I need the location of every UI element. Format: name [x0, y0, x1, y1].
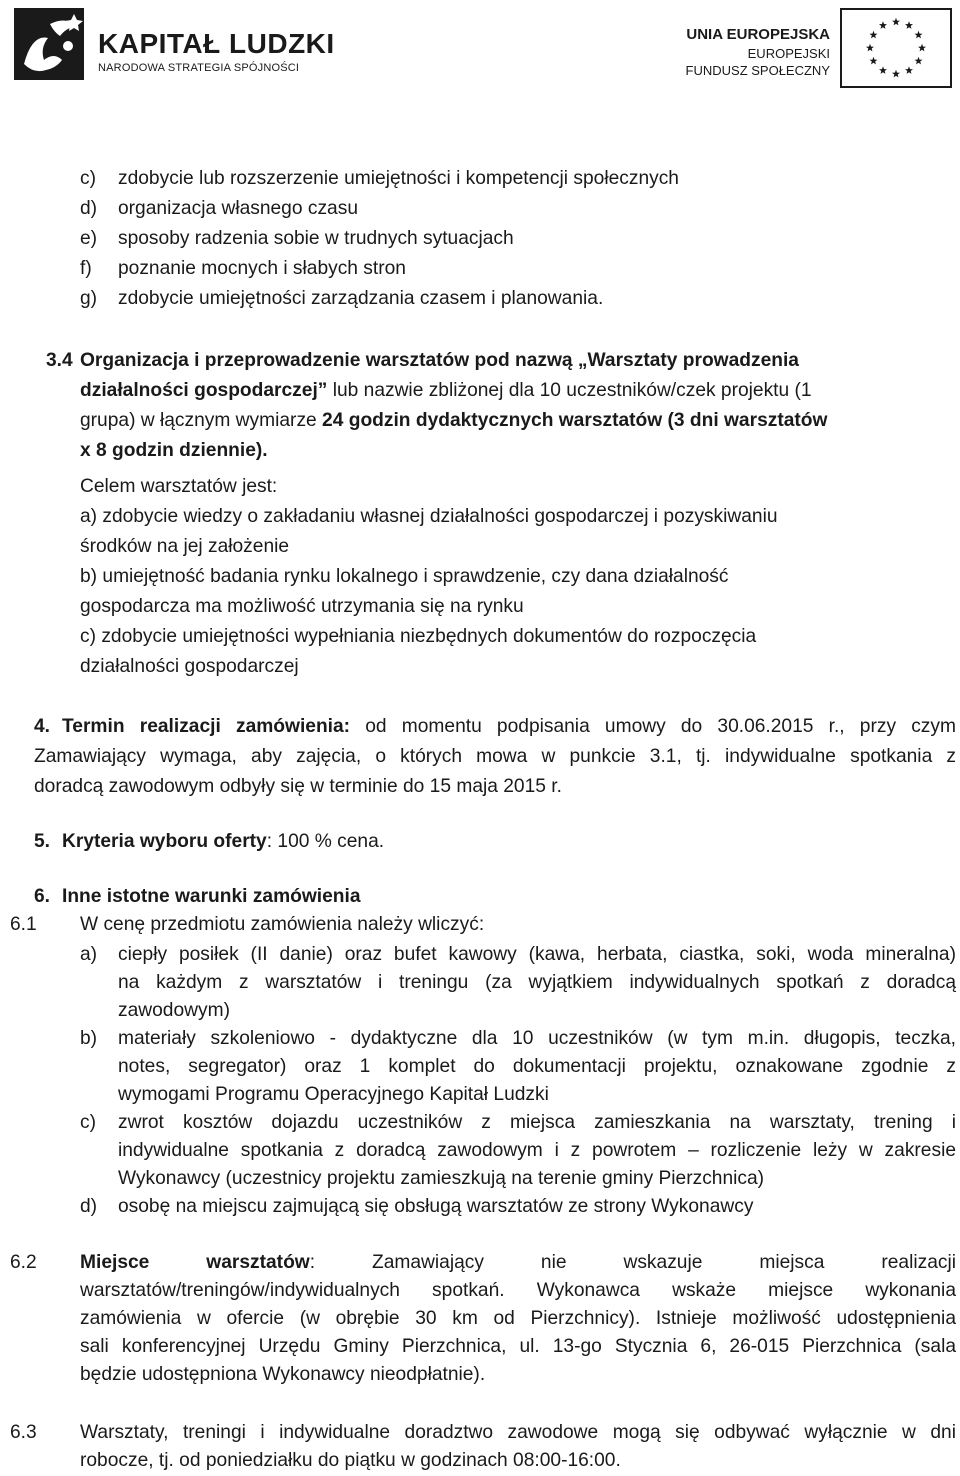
list-item-line: osobę na miejscu zajmującą się obsługą warsztatów ze strony Wykonawcy [118, 1196, 754, 1217]
kapital-ludzki-subtitle: NARODOWA STRATEGIA SPÓJNOŚCI [98, 62, 300, 74]
list-item-text: poznanie mocnych i słabych stron [118, 258, 406, 279]
list-item-line: zwrot kosztów dojazdu uczestników z miejsca zamieszkania na warsztaty, trening i [118, 1112, 956, 1133]
list-item-text: zdobycie lub rozszerzenie umiejętności i kompetencji społecznych [118, 168, 679, 189]
bold-text: Miejsce warsztatów [80, 1252, 310, 1273]
kapital-ludzki-title: KAPITAŁ LUDZKI [98, 28, 335, 59]
section-6-title: Inne istotne warunki zamówienia [62, 886, 361, 907]
eu-flag [840, 8, 952, 88]
section-6-1-intro: W cenę przedmiotu zamówienia należy wliczyć: [80, 914, 485, 935]
section-4-line-3: doradcą zawodowym odbyły się w terminie do 15 maja 2015 r. [34, 776, 562, 797]
section-6-2-line-1 [80, 1248, 956, 1277]
list-item-text: zdobycie umiejętności zarządzania czasem i planowania. [118, 288, 604, 309]
section-number: 6.3 [10, 1422, 37, 1443]
list-item-line: notes, segregator) oraz 1 komplet do dokumentacji projektu, oznakowane zgodnie z [118, 1056, 956, 1077]
regular-text: : 100 % cena. [266, 831, 385, 852]
section-3-4-line-2 [80, 376, 812, 405]
regular-text: lub nazwie zbliżonej dla 10 uczestników/czek projektu (1 [327, 380, 812, 401]
list-item-letter: a) [80, 944, 98, 965]
section-4-line-1 [62, 712, 956, 741]
ue-line-1: UNIA EUROPEJSKA [686, 26, 830, 43]
ue-text-block [680, 24, 830, 84]
list-item-text: organizacja własnego czasu [118, 198, 358, 219]
section-6-2-line-4: sali konferencyjnej Urzędu Gminy Pierzchnica, ul. 13-go Stycznia 6, 26-015 Pierzchnica (sala [80, 1336, 956, 1357]
goal-line: a) zdobycie wiedzy o zakładaniu własnej działalności gospodarczej i pozyskiwaniu [80, 506, 778, 527]
list-item-line: ciepły posiłek (II danie) oraz bufet kawowy (kawa, herbata, ciastka, soki, woda mineralna) [118, 944, 956, 965]
goal-heading: Celem warsztatów jest: [80, 476, 278, 497]
section-number: 6.2 [10, 1252, 37, 1273]
list-item-line: zawodowym) [118, 1000, 230, 1021]
section-number: 6. [34, 886, 51, 907]
list-item-line: Wykonawcy (uczestnicy projektu zamieszkują na terenie gminy Pierzchnica) [118, 1168, 765, 1189]
list-item-line: na każdym z warsztatów i treningu (za wyjątkiem indywidualnych spotkań z doradcą [118, 972, 956, 993]
list-item-text: sposoby radzenia sobie w trudnych sytuacjach [118, 228, 514, 249]
section-6-2-line-3: zamówienia w ofercie (w obrębie 30 km od Pierzchnicy). Istnieje możliwość udostępnienia [80, 1308, 956, 1329]
list-item-letter: c) [80, 1112, 96, 1133]
goal-line: gospodarcza ma możliwość utrzymania się na rynku [80, 596, 524, 617]
bold-text: 24 godzin dydaktycznych warsztatów (3 dni warsztatów [322, 410, 828, 431]
goal-line: działalności gospodarczej [80, 656, 299, 677]
list-item-letter: c) [80, 168, 96, 189]
list-item-letter: e) [80, 228, 98, 249]
section-6-2-line-5: będzie udostępniona Wykonawcy nieodpłatnie). [80, 1364, 486, 1385]
section-4-line-2: Zamawiający wymaga, aby zajęcia, o których mowa w punkcie 3.1, tj. indywidualne spotkania z [34, 746, 956, 767]
list-item-letter: d) [80, 198, 98, 219]
goal-line: b) umiejętność badania rynku lokalnego i sprawdzenie, czy dana działalność [80, 566, 729, 587]
regular-text: : Zamawiający nie wskazuje miejsca realizacji [309, 1252, 956, 1273]
kapital-ludzki-emblem-icon [10, 4, 94, 88]
goal-line: środków na jej założenie [80, 536, 290, 557]
section-3-4-line-1: Organizacja i przeprowadzenie warsztatów pod nazwą „Warsztaty prowadzenia [80, 350, 799, 371]
regular-text: od momentu podpisania umowy do 30.06.2015 r., przy czym [350, 716, 956, 737]
section-6-2-line-2: warsztatów/treningów/indywidualnych spotkań. Wykonawca wskaże miejsce wykonania [80, 1280, 956, 1301]
list-item-line: indywidualne spotkania z doradcą zawodowym i z powrotem – rozliczenie leży w zakresie [118, 1140, 956, 1161]
section-6-3-line-1: Warsztaty, treningi i indywidualne doradztwo zawodowe mogą się odbywać wyłącznie w dni [80, 1422, 956, 1443]
section-number: 5. [34, 831, 51, 852]
list-item-letter: g) [80, 288, 98, 309]
section-3-4-line-3 [80, 406, 827, 435]
ue-line-2: EUROPEJSKI [747, 46, 830, 61]
goal-line: c) zdobycie umiejętności wypełniania niezbędnych dokumentów do rozpoczęcia [80, 626, 757, 647]
section-3-4-line-4: x 8 godzin dziennie). [80, 440, 268, 461]
list-item-letter: f) [80, 258, 92, 279]
bold-text: działalności gospodarczej” [80, 380, 328, 401]
section-number: 4. [34, 716, 51, 737]
section-number: 3.4 [46, 350, 73, 371]
list-item-line: materiały szkoleniowo - dydaktyczne dla 10 uczestników (w tym m.in. długopis, teczka, [118, 1028, 956, 1049]
bold-text: Kryteria wyboru oferty [62, 831, 267, 852]
list-item-letter: d) [80, 1196, 98, 1217]
list-item-line: wymogami Programu Operacyjnego Kapitał Ludzki [118, 1084, 549, 1105]
bold-text: Termin realizacji zamówienia: [62, 716, 351, 737]
section-6-3-line-2: robocze, tj. od poniedziałku do piątku w godzinach 08:00-16:00. [80, 1450, 621, 1471]
section-number: 6.1 [10, 914, 37, 935]
section-5-text [62, 827, 384, 856]
regular-text: grupa) w łącznym wymiarze [80, 410, 323, 431]
list-item-letter: b) [80, 1028, 98, 1049]
eu-stars-icon [840, 8, 952, 88]
ue-line-3: FUNDUSZ SPOŁECZNY [685, 63, 830, 78]
kapital-ludzki-logo [10, 4, 335, 88]
